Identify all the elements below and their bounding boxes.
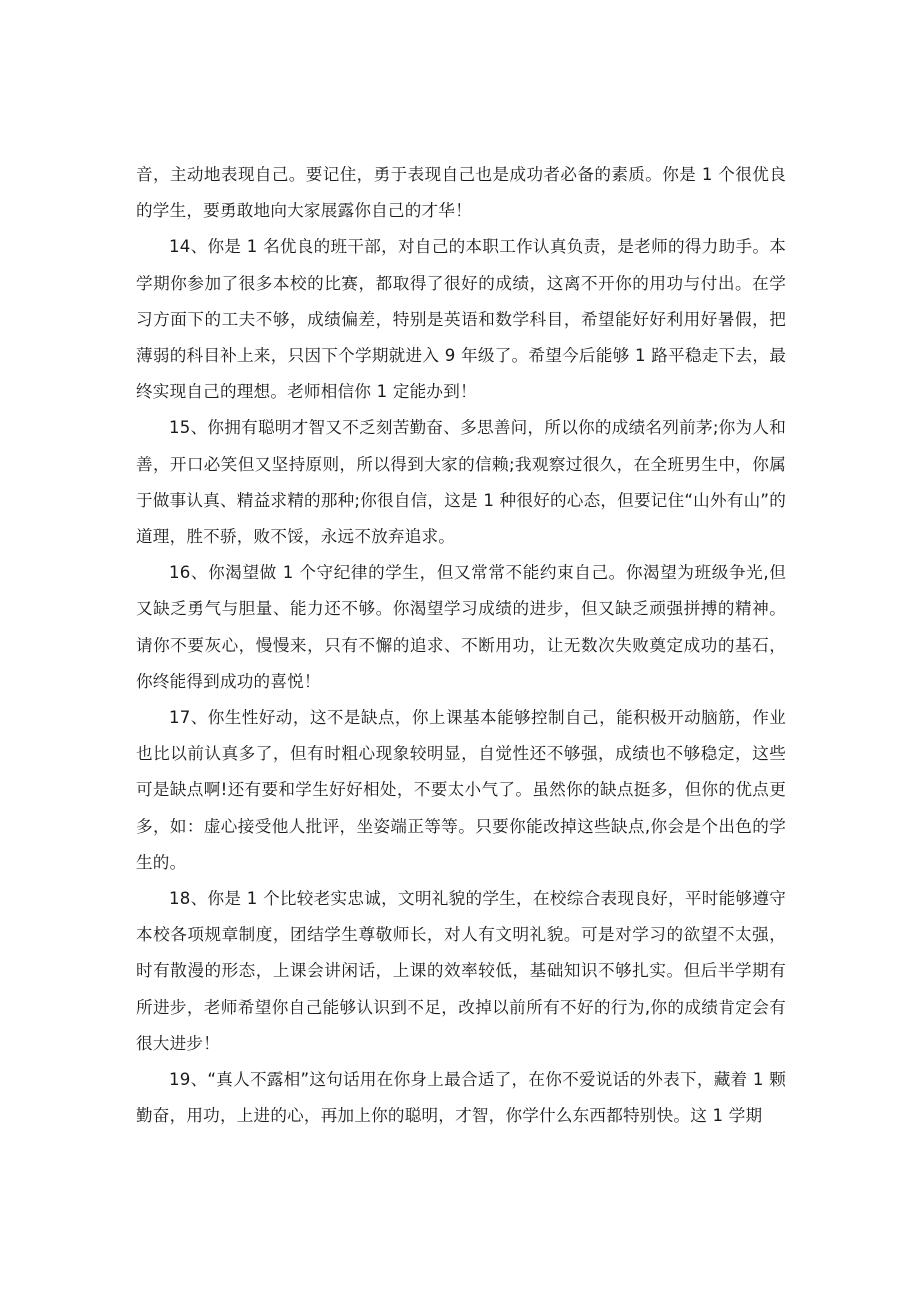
paragraph-14: 14、你是 1 名优良的班干部，对自己的本职工作认真负责，是老师的得力助手。本学期你参加了很多本校的比赛，都取得了很好的成绩，这离不开你的用功与付出。在学习方面下的工夫不够，成绩偏差，特别是英语和数学科目，希望能好好利用好暑假，把薄弱的科目补上来，只因下个学期就进入 9 年级了。希望今后能够 1 路平稳走下去，最终实现自己的理想。老师相信你 1 定能办到！: [136, 237, 786, 402]
paragraph-15: 15、你拥有聪明才智又不乏刻苦勤奋、多思善问，所以你的成绩名列前茅;你为人和善，开口必笑但又坚持原则，所以得到大家的信赖;我观察过很久，在全班男生中，你属于做事认真、精益求精的那种;你很自信，这是 1 种很好的心态，但要记住“山外有山”的道理，胜不骄，败不馁，永远不放弃追求。: [136, 418, 786, 547]
paragraph-18: 18、你是 1 个比较老实忠诚，文明礼貌的学生，在校综合表现良好，平时能够遵守本校各项规章制度，团结学生尊敬师长，对人有文明礼貌。可是对学习的欲望不太强，时有散漫的形态，上课会讲闲话，上课的效率较低，基础知识不够扎实。但后半学期有所进步，老师希望你自己能够认识到不足，改掉以前所有不好的行为,你的成绩肯定会有很大进步！: [136, 889, 786, 1053]
paragraph-17: 17、你生性好动，这不是缺点，你上课基本能够控制自己，能积极开动脑筋，作业也比以前认真多了，但有时粗心现象较明显，自觉性还不够强，成绩也不够稳定，这些可是缺点啊!还有要和学生好好相处，不要太小气了。虽然你的缺点挺多，但你的优点更多，如：虚心接受他人批评，坐姿端正等等。只要你能改掉这些缺点,你会是个出色的学生的。: [136, 708, 786, 872]
paragraph-16: 16、你渴望做 1 个守纪律的学生，但又常常不能约束自己。你渴望为班级争光,但又缺乏勇气与胆量、能力还不够。你渴望学习成绩的进步，但又缺乏顽强拼搏的精神。请你不要灰心，慢慢来，只有不懈的追求、不断用功，让无数次失败奠定成功的基石，你终能得到成功的喜悦！: [136, 563, 786, 691]
paragraph-continuation: 音，主动地表现自己。要记住，勇于表现自己也是成功者必备的素质。你是 1 个很优良的学生，要勇敢地向大家展露你自己的才华！: [136, 165, 786, 221]
document-page: [136, 157, 786, 1134]
paragraph-19: 19、“真人不露相”这句话用在你身上最合适了，在你不爱说话的外表下，藏着 1 颗勤奋，用功，上进的心，再加上你的聪明，才智，你学什么东西都特别快。这 1 学期: [136, 1070, 786, 1126]
